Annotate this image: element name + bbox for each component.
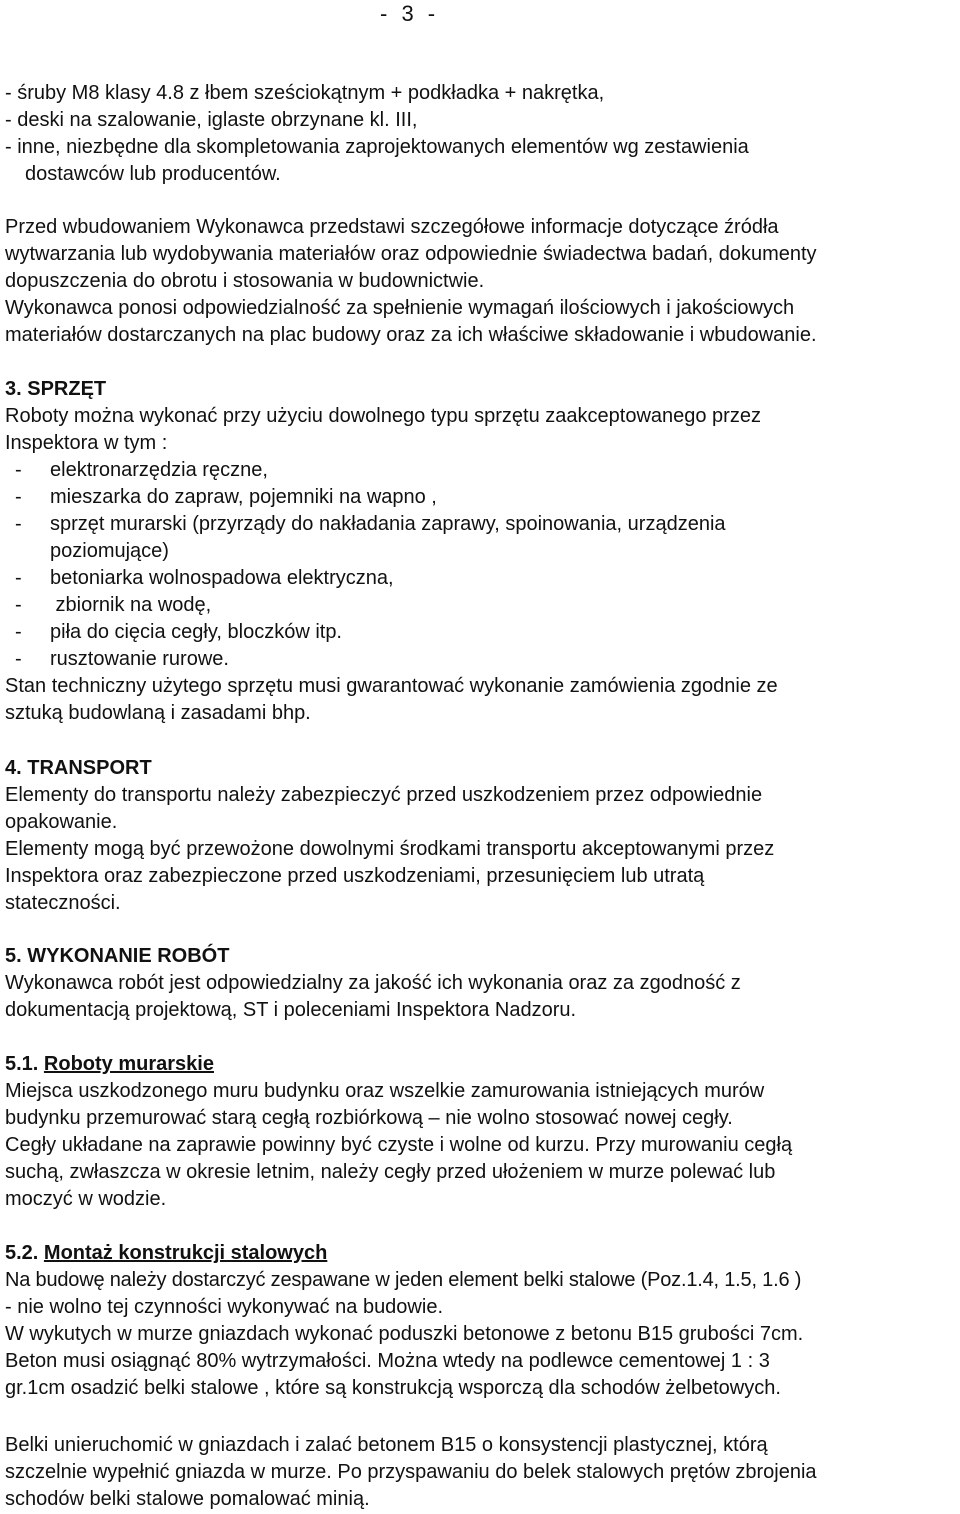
text-line: Przed wbudowaniem Wykonawca przedstawi szczegółowe informacje dotyczące źródła	[5, 216, 779, 238]
list-item: - betoniarka wolnospadowa elektryczna,	[15, 567, 394, 589]
text-line: Beton musi osiągnąć 80% wytrzymałości. Można wtedy na podlewce cementowej 1 : 3	[5, 1350, 770, 1372]
list-item: - sprzęt murarski (przyrządy do nakładania zaprawy, spoinowania, urządzenia	[15, 513, 726, 535]
list-item: - mieszarka do zapraw, pojemniki na wapno ,	[15, 486, 437, 508]
section-number: 5.1.	[5, 1053, 44, 1075]
list-item: - śruby M8 klasy 4.8 z łbem sześciokątnym + podkładka + nakrętka,	[5, 82, 605, 104]
section-heading: 5. WYKONANIE ROBÓT	[5, 945, 230, 967]
list-item: dostawców lub producentów.	[25, 163, 281, 185]
text-line: Roboty można wykonać przy użyciu dowolnego typu sprzętu zaakceptowanego przez	[5, 405, 761, 427]
section-equipment	[5, 376, 955, 727]
list-item: poziomujące)	[50, 540, 169, 562]
list-item: - zbiornik na wodę,	[15, 594, 212, 616]
section-title: Montaż konstrukcji stalowych	[43, 1242, 328, 1264]
text-line: opakowanie.	[5, 811, 118, 833]
text-line: Na budowę należy dostarczyć zespawane w jeden element belki stalowe (Poz.1.4, 1.5, 1.6 )	[5, 1269, 802, 1291]
text-line: stateczności.	[5, 892, 121, 914]
materials-paragraph	[5, 214, 955, 349]
text-line: Elementy do transportu należy zabezpieczyć przed uszkodzeniem przez odpowiednie	[5, 784, 763, 806]
text-line: sztuką budowlaną i zasadami bhp.	[5, 702, 311, 724]
section-heading: 3. SPRZĘT	[5, 378, 107, 400]
section-masonry	[5, 1051, 955, 1213]
materials-list	[5, 80, 955, 188]
section-works	[5, 943, 955, 1024]
list-item: - elektronarzędzia ręczne,	[15, 459, 268, 481]
list-item: - rusztowanie rurowe.	[15, 648, 229, 670]
list-item: - deski na szalowanie, iglaste obrzynane kl. III,	[5, 109, 418, 131]
section-heading	[5, 1051, 955, 1078]
text-line: Cegły układane na zaprawie powinny być czyste i wolne od kurzu. Przy murowaniu cegłą	[5, 1134, 793, 1156]
page-number: - 3 -	[380, 1, 440, 26]
text-line: Inspektora w tym :	[5, 432, 168, 454]
text-line: szczelnie wypełnić gniazda w murze. Po przyspawaniu do belek stalowych prętów zbrojenia	[5, 1461, 817, 1483]
list-item: - piła do cięcia cegły, bloczków itp.	[15, 621, 342, 643]
text-line: schodów belki stalowe pomalować minią.	[5, 1488, 370, 1510]
section-transport	[5, 755, 955, 917]
text-line: - nie wolno tej czynności wykonywać na budowie.	[5, 1296, 443, 1318]
text-line: Inspektora oraz zabezpieczone przed uszkodzeniami, przesunięciem lub utratą	[5, 865, 705, 887]
text-line: materiałów dostarczanych na plac budowy oraz za ich właściwe składowanie i wbudowanie.	[5, 324, 817, 346]
text-line: Wykonawca ponosi odpowiedzialność za spełnienie wymagań ilościowych i jakościowych	[5, 297, 795, 319]
text-line: W wykutych w murze gniazdach wykonać poduszki betonowe z betonu B15 grubości 7cm.	[5, 1323, 804, 1345]
text-line: gr.1cm osadzić belki stalowe , które są konstrukcją wsporczą dla schodów żelbetowych.	[5, 1377, 781, 1399]
list-item: - inne, niezbędne dla skompletowania zaprojektowanych elementów wg zestawienia	[5, 136, 749, 158]
text-line: dokumentacją projektową, ST i poleceniami Inspektora Nadzoru.	[5, 999, 577, 1021]
text-line: Elementy mogą być przewożone dowolnymi środkami transportu akceptowanymi przez	[5, 838, 775, 860]
section-title: Roboty murarskie	[43, 1053, 214, 1075]
text-line: Miejsca uszkodzonego muru budynku oraz wszelkie zamurowania istniejących murów	[5, 1080, 765, 1102]
text-line: dopuszczenia do obrotu i stosowania w budownictwie.	[5, 270, 485, 292]
section-heading	[5, 1240, 955, 1267]
text-line: budynku przemurować starą cegłą rozbiórkową – nie wolno stosować nowej cegły.	[5, 1107, 733, 1129]
text-line: Belki unieruchomić w gniazdach i zalać betonem B15 o konsystencji plastycznej, którą	[5, 1434, 768, 1456]
text-line: Stan techniczny użytego sprzętu musi gwarantować wykonanie zamówienia zgodnie ze	[5, 675, 778, 697]
section-steel	[5, 1240, 955, 1402]
steel-paragraph	[5, 1432, 955, 1513]
section-heading: 4. TRANSPORT	[5, 757, 152, 779]
text-line: Wykonawca robót jest odpowiedzialny za jakość ich wykonania oraz za zgodność z	[5, 972, 741, 994]
section-number: 5.2.	[5, 1242, 44, 1264]
text-line: moczyć w wodzie.	[5, 1188, 167, 1210]
text-line: wytwarzania lub wydobywania materiałów oraz odpowiednie świadectwa badań, dokumenty	[5, 243, 817, 265]
text-line: suchą, zwłaszcza w okresie letnim, należy cegły przed ułożeniem w murze polewać lub	[5, 1161, 776, 1183]
